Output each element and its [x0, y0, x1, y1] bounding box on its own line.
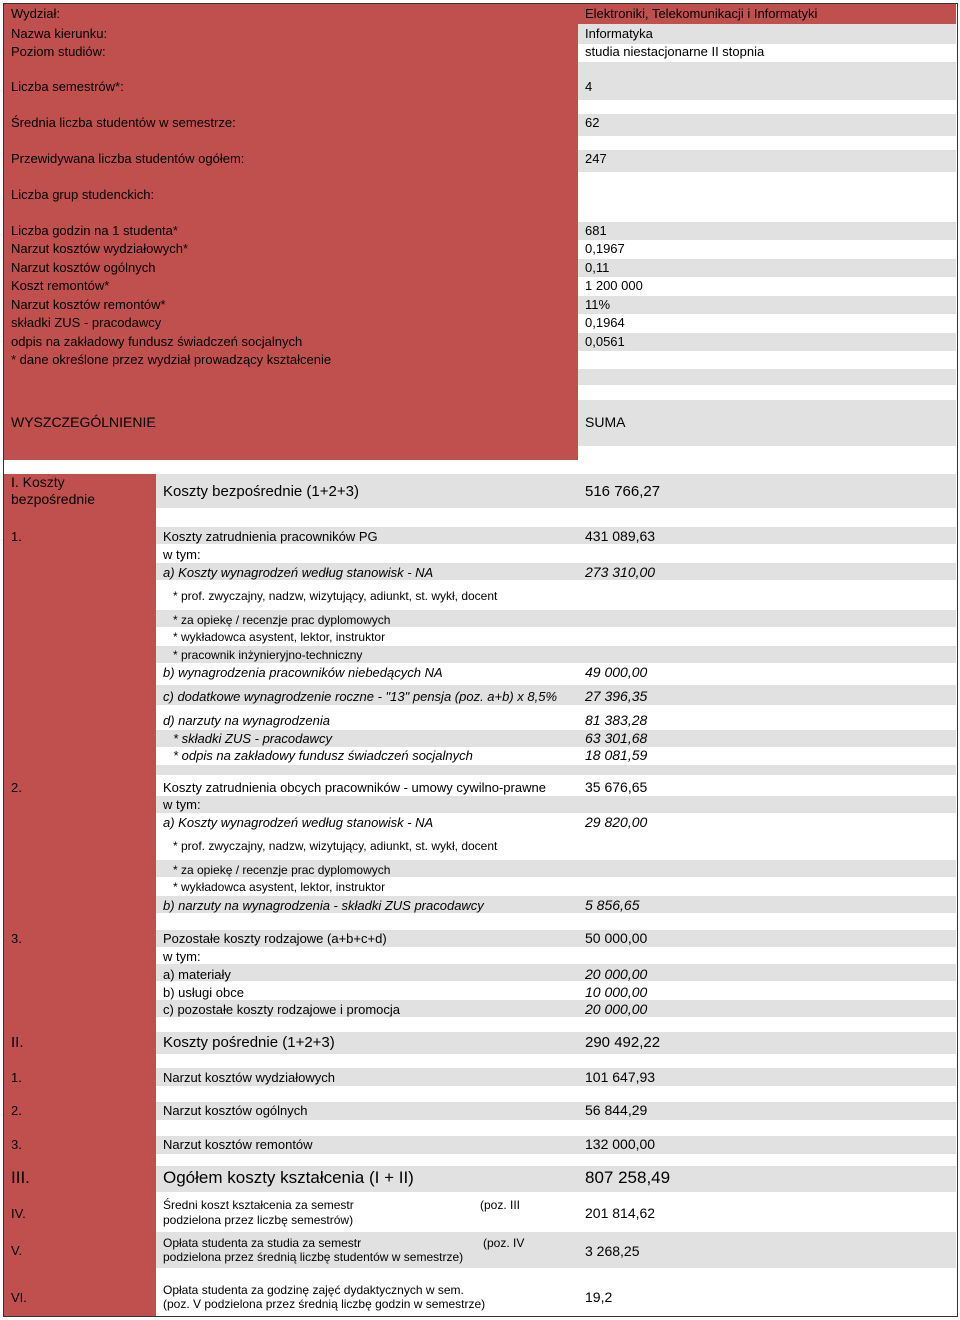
s2-title: Koszty zatrudnienia obcych pracowników - umowy cywilno-prawne — [163, 780, 546, 795]
sec2-value: 290 492,22 — [585, 1034, 661, 1051]
sec5-line1b: (poz. IV — [483, 1236, 525, 1250]
factor-value: 11% — [585, 297, 611, 312]
sec6-line1: Opłata studenta za godzinę zajęć dydaktycznych w sem. — [163, 1283, 464, 1297]
s2-a-label: a) Koszty wynagrodzeń według stanowisk - NA — [163, 815, 434, 830]
s1-zus-value: 63 301,68 — [585, 730, 648, 746]
s2-num: 2. — [11, 780, 22, 795]
s3-value: 50 000,00 — [585, 930, 648, 946]
s1-a-label: a) Koszty wynagrodzeń według stanowisk - NA — [163, 565, 434, 580]
s1-b-label: b) wynagrodzenia pracowników niebedących NA — [163, 665, 443, 680]
kierunek-value: Informatyka — [585, 26, 653, 41]
sec2-r3-num: 3. — [11, 1137, 22, 1152]
s1-d-value: 81 383,28 — [585, 712, 648, 728]
sec6-line2: (poz. V podzielona przez średnią liczbę godzin w semestrze) — [163, 1297, 486, 1311]
s1-d-label: d) narzuty na wynagrodzenia — [163, 713, 330, 728]
footnote-label: * dane określone przez wydział prowadzący kształcenie — [11, 352, 332, 367]
s1-pracownik: * pracownik inżynieryjno-techniczny — [173, 648, 363, 662]
sec2-r2-num: 2. — [11, 1103, 22, 1118]
s3-num: 3. — [11, 931, 22, 946]
s1-odpis-label: * odpis na zakładowy fundusz świadczeń socjalnych — [173, 748, 473, 763]
s1-a-value: 273 310,00 — [585, 564, 656, 580]
srednia-studentow-value: 62 — [585, 115, 600, 130]
value-band — [578, 333, 956, 351]
sec5-line1: Opłata studenta za studia za semestr — [163, 1236, 362, 1250]
sec3-title: Ogółem koszty kształcenia (I + II) — [163, 1168, 414, 1187]
sec2-r1-num: 1. — [11, 1070, 22, 1085]
wydzial-label: Wydział: — [11, 6, 61, 21]
s1-zus-label: * składki ZUS - pracodawcy — [173, 731, 332, 746]
poziom-value: studia niestacjonarne II stopnia — [585, 44, 765, 59]
s3-c-value: 20 000,00 — [585, 1001, 648, 1017]
srednia-studentow-label: Średnia liczba studentów w semestrze: — [11, 115, 236, 130]
s1-odpis-value: 18 081,59 — [585, 747, 648, 763]
s2-b-value: 5 856,65 — [585, 897, 640, 913]
wydzial-value: Elektroniki, Telekomunikacji i Informatyki — [585, 6, 818, 21]
s2-value: 35 676,65 — [585, 779, 648, 795]
sec5-num: V. — [11, 1243, 23, 1258]
factor-label: odpis na zakładowy fundusz świadczeń socjalnych — [11, 334, 303, 349]
factor-value: 0,1964 — [585, 315, 625, 330]
value-band — [578, 222, 956, 240]
row-band — [156, 964, 956, 981]
factor-value: 0,1967 — [585, 241, 625, 256]
grupy-label: Liczba grup studenckich: — [11, 187, 155, 202]
factor-label: Narzut kosztów wydziałowych* — [11, 241, 189, 256]
s3-wtym: w tym: — [163, 949, 201, 964]
sec1-num: I. Koszty — [11, 474, 65, 490]
studentow-ogolem-label: Przewidywana liczba studentów ogółem: — [11, 151, 245, 166]
sec3-num: III. — [11, 1168, 30, 1187]
factor-label: Liczba godzin na 1 studenta* — [11, 223, 178, 238]
s3-a-label: a) materiały — [163, 967, 231, 982]
row-band — [156, 796, 956, 813]
value-band — [578, 62, 956, 78]
sec5-line2: podzielona przez średnią liczbę studentów w semestrze) — [163, 1250, 464, 1264]
s1-value: 431 089,63 — [585, 528, 656, 544]
sec4-line2: podzielona przez liczbę semestrów) — [163, 1213, 354, 1227]
s1-b-value: 49 000,00 — [585, 664, 648, 680]
factor-value: 0,11 — [585, 260, 610, 275]
s1-c-value: 27 396,35 — [585, 688, 648, 704]
sec4-value: 201 814,62 — [585, 1205, 656, 1221]
sec4-line1b: (poz. III — [480, 1198, 521, 1212]
sec3-value: 807 258,49 — [585, 1168, 671, 1187]
poziom-label: Poziom studiów: — [11, 44, 106, 59]
s3-a-value: 20 000,00 — [585, 966, 648, 982]
s2-opieka: * za opiekę / recenzje prac dyplomowych — [173, 863, 391, 877]
value-band — [578, 150, 956, 172]
s3-b-label: b) usługi obce — [163, 985, 244, 1000]
sec2-num: II. — [11, 1034, 24, 1051]
factor-value: 0,0561 — [585, 334, 625, 349]
sec2-r1-label: Narzut kosztów wydziałowych — [163, 1070, 335, 1085]
value-band — [578, 369, 956, 385]
sec1-num-cont: bezpośrednie — [11, 491, 96, 507]
sec2-r2-value: 56 844,29 — [585, 1102, 648, 1118]
gap — [4, 460, 156, 474]
s3-c-label: c) pozostałe koszty rodzajowe i promocja — [163, 1002, 400, 1017]
factor-value: 681 — [585, 223, 607, 238]
s2-prof: * prof. zwyczajny, nadzw, wizytujący, adiunkt, st. wykł, docent — [173, 839, 498, 853]
factor-label: Koszt remontów* — [11, 278, 110, 293]
sec1-value: 516 766,27 — [585, 483, 661, 500]
s3-title: Pozostałe koszty rodzajowe (a+b+c+d) — [163, 931, 387, 946]
s2-wykladowca: * wykładowca asystent, lektor, instruktor — [173, 880, 386, 894]
factor-label: składki ZUS - pracodawcy — [11, 315, 162, 330]
s1-opieka: * za opiekę / recenzje prac dyplomowych — [173, 613, 391, 627]
sec2-title: Koszty pośrednie (1+2+3) — [163, 1034, 335, 1051]
sec1-title: Koszty bezpośrednie (1+2+3) — [163, 483, 359, 500]
value-band — [578, 78, 956, 100]
s1-c-label: c) dodatkowe wynagrodzenie roczne - "13" pensja (poz. a+b) x 8,5% — [163, 689, 558, 704]
s1-wykladowca: * wykładowca asystent, lektor, instruktor — [173, 630, 386, 644]
sec4-line1: Średni koszt kształcenia za semestr — [163, 1198, 354, 1212]
kierunek-label: Nazwa kierunku: — [11, 26, 108, 41]
s2-a-value: 29 820,00 — [585, 814, 648, 830]
s2-b-label: b) narzuty na wynagrodzenia - składki ZUS pracodawcy — [163, 898, 484, 913]
value-band — [578, 400, 956, 446]
sec2-r2-label: Narzut kosztów ogólnych — [163, 1103, 308, 1118]
value-band — [578, 259, 956, 277]
sec6-value: 19,2 — [585, 1289, 613, 1305]
s3-b-value: 10 000,00 — [585, 984, 648, 1000]
value-band — [578, 296, 956, 314]
sec2-r1-value: 101 647,93 — [585, 1069, 656, 1085]
s1-prof: * prof. zwyczajny, nadzw, wizytujący, adiunkt, st. wykł, docent — [173, 589, 498, 603]
s2-wtym: w tym: — [163, 797, 201, 812]
col-header-suma: SUMA — [585, 414, 626, 430]
sec5-value: 3 268,25 — [585, 1243, 640, 1259]
s1-title: Koszty zatrudnienia pracowników PG — [163, 529, 378, 544]
row-band — [156, 765, 956, 775]
sec2-r3-value: 132 000,00 — [585, 1136, 656, 1152]
factor-label: Narzut kosztów ogólnych — [11, 260, 156, 275]
sec4-num: IV. — [11, 1206, 26, 1221]
factor-label: Narzut kosztów remontów* — [11, 297, 166, 312]
s1-wtym: w tym: — [163, 547, 201, 562]
factor-value: 1 200 000 — [585, 278, 643, 293]
studentow-ogolem-value: 247 — [585, 151, 607, 166]
value-band — [578, 114, 956, 136]
sec6-num: VI. — [11, 1290, 27, 1305]
s1-num: 1. — [11, 529, 22, 544]
semestry-label: Liczba semestrów*: — [11, 79, 124, 94]
sec2-r3-label: Narzut kosztów remontów — [163, 1137, 313, 1152]
semestry-value: 4 — [585, 79, 593, 94]
col-header-wyszczegolnienie: WYSZCZEGÓLNIENIE — [11, 414, 156, 430]
